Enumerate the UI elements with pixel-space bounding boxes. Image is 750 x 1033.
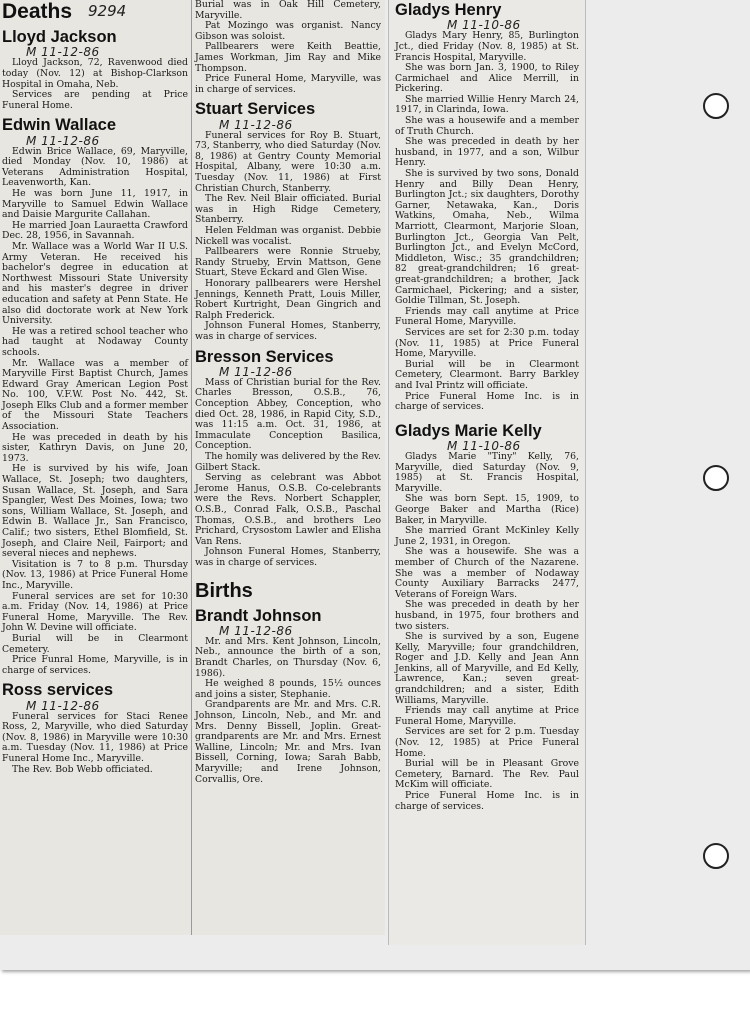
- column-deaths: [2, 0, 188, 775]
- obituary-paragraph: Pallbearers were Keith Beattie, James Workman, Jim Ray and Mike Thompson.: [195, 41, 381, 74]
- right-clipping: [388, 0, 586, 945]
- birth-name: Brandt Johnson: [195, 606, 322, 625]
- column-services-births: [195, 0, 381, 785]
- obituary-gladys-marie-kelly: [395, 423, 579, 813]
- obituary-stuart-services: [195, 101, 381, 342]
- obituary-paragraph: Edwin Brice Wallace, 69, Maryville, died Monday (Nov. 10, 1986) at Veterans Administration Hospital, Leavenworth, Kan.: [2, 145, 188, 189]
- obituary-lloyd-jackson: [2, 29, 188, 111]
- obituary-paragraph: Pallbearers were Ronnie Strueby, Randy Strueby, Ervin Mattson, Gene Stuart, Steve Eckard and Glen Wise.: [195, 246, 381, 279]
- birth-brandt-johnson: [195, 608, 381, 786]
- obituary-bresson-services: [195, 349, 381, 569]
- obituary-paragraph: Price Funral Home, Maryville, is in charge of services.: [2, 654, 188, 676]
- obituary-name: Edwin Wallace: [2, 116, 117, 135]
- obituary-paragraph: Price Funeral Home Inc. is in charge of services.: [395, 390, 579, 413]
- handwritten-date: M 11-12-86: [26, 133, 100, 148]
- handwritten-date: M 11-10-86: [447, 439, 521, 453]
- obituary-paragraph: The Rev. Bob Webb officiated.: [12, 763, 153, 775]
- handwritten-date: M 11-12-86: [26, 45, 100, 60]
- obituary-paragraph: Burial will be in Clearmont Cemetery.: [2, 632, 188, 655]
- binder-hole: [703, 843, 729, 869]
- obituary-ross-services: [2, 682, 188, 775]
- obituary-name: Stuart Services: [195, 100, 316, 119]
- obituary-paragraph: Lloyd Jackson, 72, Ravenwood died today (Nov. 12) at Bishop-Clarkson Hospital in Omaha, Neb.: [2, 57, 188, 90]
- obituary-paragraph: Serving as celebrant was Abbot Jerome Hanus, O.S.B. Co-celebrants were the Revs. Norbert Schappler, O.S.B., Conrad Falk, O.S.B., Paschal Thomas, O.S.B., and brothers Leo Prichard, Crysostom Lawler and Elisha Van Rens.: [195, 472, 381, 547]
- obituary-paragraph: Friends may call anytime at Price Funeral Home, Maryville.: [395, 705, 579, 727]
- obituary-paragraph: Mr. Wallace was a World War II U.S. Army Veteran. He received his bachelor's degree in education at Northwest Missouri State University and his master's degree in driver education and safety at Penn State. He also did doctorate work at New York University.: [2, 240, 188, 327]
- obituary-paragraph: Mr. Wallace was a member of Maryville First Baptist Church, James Edward Gray American Legion Post No. 100, V.F.W. Post No. 442, St. Joseph Elks Club and a former member of the Missouri State Teachers Association.: [2, 357, 188, 433]
- obituary-paragraph: Mass of Christian burial for the Rev. Charles Bresson, O.S.B., 76, Conception Abbey, Conception, who died Oct. 28, 1986, in Rapid City, S.D., was 11:15 a.m. Oct. 31, 1986, at Immaculate Conception Basilica, Conception.: [195, 376, 381, 452]
- obituary-paragraph: She was a housewife and a member of Truth Church.: [395, 115, 579, 137]
- birth-paragraph: He weighed 8 pounds, 15½ ounces and joins a sister, Stephanie.: [195, 678, 381, 700]
- obituary-name: Ross services: [2, 681, 113, 700]
- obituary-paragraph: Services are set for 2:30 p.m. today (Nov. 11, 1985) at Price Funeral Home, Maryville.: [395, 326, 579, 360]
- obituary-paragraph: She married Willie Henry March 24, 1917, in Clarinda, Iowa.: [395, 93, 579, 116]
- obituary-paragraph: She was born Sept. 15, 1909, to George Baker and Martha (Rice) Baker, in Maryville.: [395, 493, 579, 526]
- obituary-paragraph: The homily was delivered by the Rev. Gilbert Stack.: [195, 451, 381, 473]
- binder-hole: [703, 93, 729, 119]
- obituary-paragraph: Johnson Funeral Homes, Stanberry, was in charge of services.: [195, 546, 381, 568]
- left-clipping: [0, 0, 385, 935]
- obituary-paragraph: He was preceded in death by his sister, Kathryn Davis, on June 20, 1973.: [2, 431, 188, 464]
- obituary-paragraph: He married Joan Lauraetta Crawford Dec. 28, 1956, in Savannah.: [2, 219, 188, 242]
- binder-hole: [703, 465, 729, 491]
- obituary-paragraph: She married Grant McKinley Kelly June 2, 1931, in Oregon.: [395, 525, 579, 547]
- obituary-paragraph: Honorary pallbearers were Hershel Jennings, Kenneth Pratt, Louis Miller, Robert Kurtright, Dean Gingrich and Ralph Frederick.: [195, 277, 381, 321]
- obituary-paragraph: Pat Mozingo was organist. Nancy Gibson was soloist.: [195, 20, 381, 42]
- birth-paragraph: Grandparents are Mr. and Mrs. C.R. Johnson, Lincoln, Neb., and Mr. and Mrs. Denny Bissell, Joplin. Great-grandparents are Mr. and Mrs. Ernest Walline, Lincoln; Mr. and Mrs. Ivan Bissell, Corning, Iowa; Sarah Babb, Maryville; and Irene Johnson, Corvallis, Ore.: [195, 699, 381, 785]
- column-divider: [191, 0, 192, 935]
- section-title-deaths: Deaths: [2, 0, 73, 23]
- handwritten-date: M 11-10-86: [447, 18, 521, 33]
- obituary-paragraph: The Rev. Neil Blair officiated. Burial was in High Ridge Cemetery, Stanberry.: [195, 193, 381, 226]
- obituary-paragraph: Price Funeral Home Inc. is in charge of services.: [395, 790, 579, 812]
- obituary-paragraph: Gladys Marie "Tiny" Kelly, 76, Maryville, died Saturday (Nov. 9, 1985) at St. Francis Hospital, Maryville.: [395, 451, 579, 494]
- birth-paragraph: Mr. and Mrs. Kent Johnson, Lincoln, Neb., announce the birth of a son, Brandt Charles, on Thursday (Nov. 6, 1986).: [195, 635, 381, 679]
- obituary-paragraph: Burial will be in Pleasant Grove Cemetery, Barnard. The Rev. Paul McKim will officiate.: [395, 758, 579, 791]
- column-gladys: [395, 0, 579, 812]
- obituary-paragraph: Gladys Mary Henry, 85, Burlington Jct., died Friday (Nov. 8, 1985) at St. Francis Hospital, Maryville.: [395, 30, 579, 63]
- handwritten-date: M 11-12-86: [26, 698, 100, 713]
- archive-number: 9294: [88, 2, 127, 20]
- obituary-paragraph: Price Funeral Home, Maryville, was in charge of services.: [195, 73, 381, 95]
- obituary-paragraph: He was born June 11, 1917, in Maryville to Samuel Edwin Wallace and Daisie Margurite Callahan.: [2, 188, 188, 221]
- obituary-paragraph: He was a retired school teacher who had taught at Nodaway County schools.: [2, 325, 188, 358]
- handwritten-date: M 11-12-86: [219, 364, 293, 379]
- obituary-name: Gladys Henry: [395, 1, 502, 19]
- obituary-name: Bresson Services: [195, 347, 334, 366]
- section-title-births: Births: [195, 579, 253, 602]
- handwritten-date: M 11-12-86: [219, 623, 293, 638]
- obituary-edwin-wallace: [2, 117, 188, 676]
- ross-continued: [195, 0, 381, 95]
- obituary-paragraph: Burial was in Oak Hill Cemetery, Maryville.: [195, 0, 381, 21]
- obituary-paragraph: Funeral services are set for 10:30 a.m. Friday (Nov. 14, 1986) at Price Funeral Home, Maryville. The Rev. John W. Devine will officiate.: [2, 590, 188, 634]
- obituary-paragraph: Johnson Funeral Homes, Stanberry, was in charge of services.: [195, 320, 381, 342]
- obituary-name: Gladys Marie Kelly: [395, 421, 542, 440]
- obituary-paragraph: Services are pending at Price Funeral Home.: [2, 89, 188, 111]
- obituary-paragraph: She was born Jan. 3, 1900, to Riley Carmichael and Alice Merrill, in Pickering.: [395, 62, 579, 95]
- obituary-paragraph: She is survived by a son, Eugene Kelly, Maryville; four grandchildren, Roger and J.D. Kelly and Jean Ann Jenkins, all of Maryville, and Ed Kelly, Lawrence, Kan.; seven great-grandchildren; and a sister, Edith Williams, Maryville.: [395, 631, 579, 706]
- obituary-paragraph: Friends may call anytime at Price Funeral Home, Maryville.: [395, 305, 579, 328]
- obituary-paragraph: She is survived by two sons, Donald Henry and Billy Dean Henry, Burlington Jct.; six daughters, Dorothy Garner, Netawaka, Kan., Doris Watkins, Omaha, Neb., Wilma Marriott, Clearmont, Marjorie Sloan, Burlington Jct., Georgia Van Pelt, Burlington Jct., and Evelyn McCord, Middleton, Wisc.; 35 grandchildren; 82 great-grandchildren; 16 great-great-grandchildren; a brother, Jack Carmichael, Pickering; and a sister, Goldie Tillman, St. Joseph.: [395, 168, 579, 307]
- obituary-paragraph: Funeral services for Staci Renee Ross, 2, Maryville, who died Saturday (Nov. 8, 1986) in Maryville were 10:30 a.m. Tuesday (Nov. 11, 1986) at Price Funeral Home Inc., Maryville.: [2, 710, 188, 765]
- obituary-paragraph: She was a housewife. She was a member of Church of the Nazarene. She was a member of Nodaway County Auxiliary Barracks 2477, Veterans of Foreign Wars.: [395, 546, 579, 600]
- handwritten-date: M 11-12-86: [219, 117, 293, 132]
- obituary-paragraph: Burial will be in Clearmont Cemetery, Clearmont. Barry Barkley and Ival Printz will officiate.: [395, 358, 579, 391]
- obituary-paragraph: She was preceded in death by her husband, in 1975, four brothers and two sisters.: [395, 599, 579, 632]
- obituary-name: Lloyd Jackson: [2, 28, 117, 47]
- obituary-paragraph: Funeral services for Roy B. Stuart, 73, Stanberry, who died Saturday (Nov. 8, 1986) at Gentry County Memorial Hospital, Albany, were 10:30 a.m. Tuesday (Nov. 11, 1986) at First Christian Church, Stanberry.: [195, 129, 381, 194]
- obituary-gladys-henry: [395, 2, 579, 413]
- obituary-paragraph: She was preceded in death by her husband, in 1977, and a son, Wilbur Henry.: [395, 136, 579, 169]
- obituary-paragraph: Helen Feldman was organist. Debbie Nickell was vocalist.: [195, 225, 381, 247]
- obituary-paragraph: Visitation is 7 to 8 p.m. Thursday (Nov. 13, 1986) at Price Funeral Home Inc., Maryville.: [2, 558, 188, 591]
- obituary-paragraph: Services are set for 2 p.m. Tuesday (Nov. 12, 1985) at Price Funeral Home.: [395, 726, 579, 759]
- obituary-paragraph: He is survived by his wife, Joan Wallace, St. Joseph; two daughters, Susan Wallace, St. Joseph, and Sara Spangler, West Des Moines, Iowa; two sons, William Wallace, St. Joseph, and Edwin B. Wallace Jr., San Francisco, Calif.; two sisters, Ethel Blomfield, St. Joseph, and Claire Neil, Fairport; and several nieces and nephews.: [2, 463, 188, 560]
